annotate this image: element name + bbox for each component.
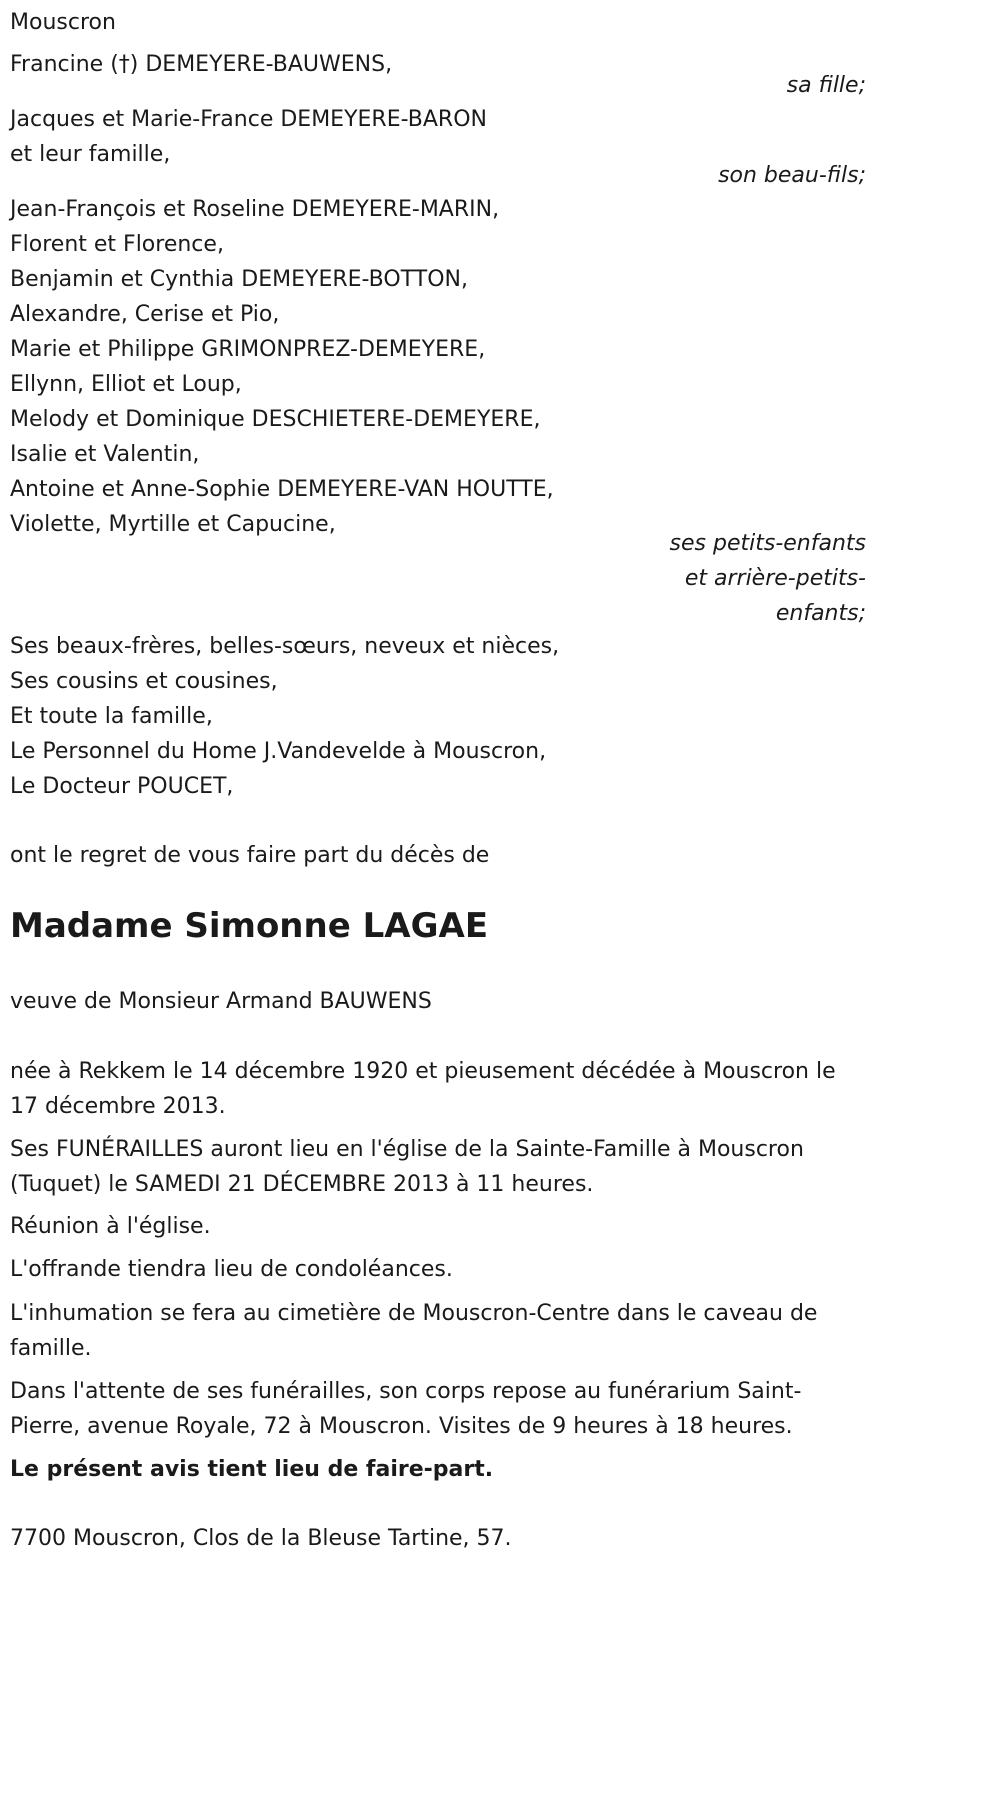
family-line-other: Le Personnel du Home J.Vandevelde à Mouscron, (10, 739, 547, 764)
family-line-daughter: Francine (†) DEMEYERE-BAUWENS, (10, 52, 393, 77)
birth-death-paragraph: née à Rekkem le 14 décembre 1920 et pieusement décédée à Mouscron le 17 décembre 2013. (10, 1059, 836, 1119)
family-line-other: Ses beaux-frères, belles-sœurs, neveux et nièces, (10, 634, 560, 659)
notice-statement: Le présent avis tient lieu de faire-part. (10, 1457, 494, 1482)
family-line-other: Et toute la famille, (10, 704, 213, 729)
announcement-text: ont le regret de vous faire part du décès de (10, 843, 490, 868)
family-address: 7700 Mouscron, Clos de la Bleuse Tartine, 57. (10, 1526, 512, 1551)
relation-label-grandchildren: ses petits-enfants (669, 531, 866, 556)
family-line-grandchild: Melody et Dominique DESCHIETERE-DEMEYERE, (10, 407, 541, 432)
relation-label-son-in-law: son beau-fils; (718, 163, 866, 188)
funeral-paragraph: Ses FUNÉRAILLES auront lieu en l'église de la Sainte-Famille à Mouscron (Tuquet) le SAMEDI 21 DÉCEMBRE 2013 à 11 heures. (10, 1137, 804, 1197)
relation-label-grandchildren: enfants; (775, 601, 866, 626)
family-line-son-in-law: Jacques et Marie-France DEMEYERE-BARON (10, 107, 487, 132)
family-line-grandchild: Ellynn, Elliot et Loup, (10, 372, 242, 397)
family-line-other: Ses cousins et cousines, (10, 669, 278, 694)
family-line-son-in-law: et leur famille, (10, 142, 171, 167)
family-line-grandchild: Benjamin et Cynthia DEMEYERE-BOTTON, (10, 267, 468, 292)
relation-label-grandchildren: et arrière-petits- (684, 566, 866, 591)
burial-paragraph: L'inhumation se fera au cimetière de Mouscron-Centre dans le caveau de famille. (10, 1301, 818, 1361)
family-line-grandchild: Antoine et Anne-Sophie DEMEYERE-VAN HOUTTE, (10, 477, 554, 502)
family-line-other: Le Docteur POUCET, (10, 774, 234, 799)
relation-label-daughter: sa fille; (786, 73, 866, 98)
visitation-paragraph: Dans l'attente de ses funérailles, son corps repose au funérarium Saint-Pierre, avenue Royale, 72 à Mouscron. Visites de 9 heures à 18 heures. (10, 1379, 802, 1439)
widow-of-text: veuve de Monsieur Armand BAUWENS (10, 989, 432, 1014)
deceased-name: Madame Simonne LAGAE (10, 906, 489, 946)
family-line-grandchild: Violette, Myrtille et Capucine, (10, 512, 336, 537)
city-header: Mouscron (10, 10, 116, 35)
family-line-grandchild: Marie et Philippe GRIMONPREZ-DEMEYERE, (10, 337, 486, 362)
family-line-grandchild: Isalie et Valentin, (10, 442, 200, 467)
family-line-grandchild: Alexandre, Cerise et Pio, (10, 302, 280, 327)
family-line-grandchild: Jean-François et Roseline DEMEYERE-MARIN, (10, 197, 500, 222)
family-line-grandchild: Florent et Florence, (10, 232, 224, 257)
offering-paragraph: L'offrande tiendra lieu de condoléances. (10, 1257, 453, 1282)
gathering-paragraph: Réunion à l'église. (10, 1214, 211, 1239)
